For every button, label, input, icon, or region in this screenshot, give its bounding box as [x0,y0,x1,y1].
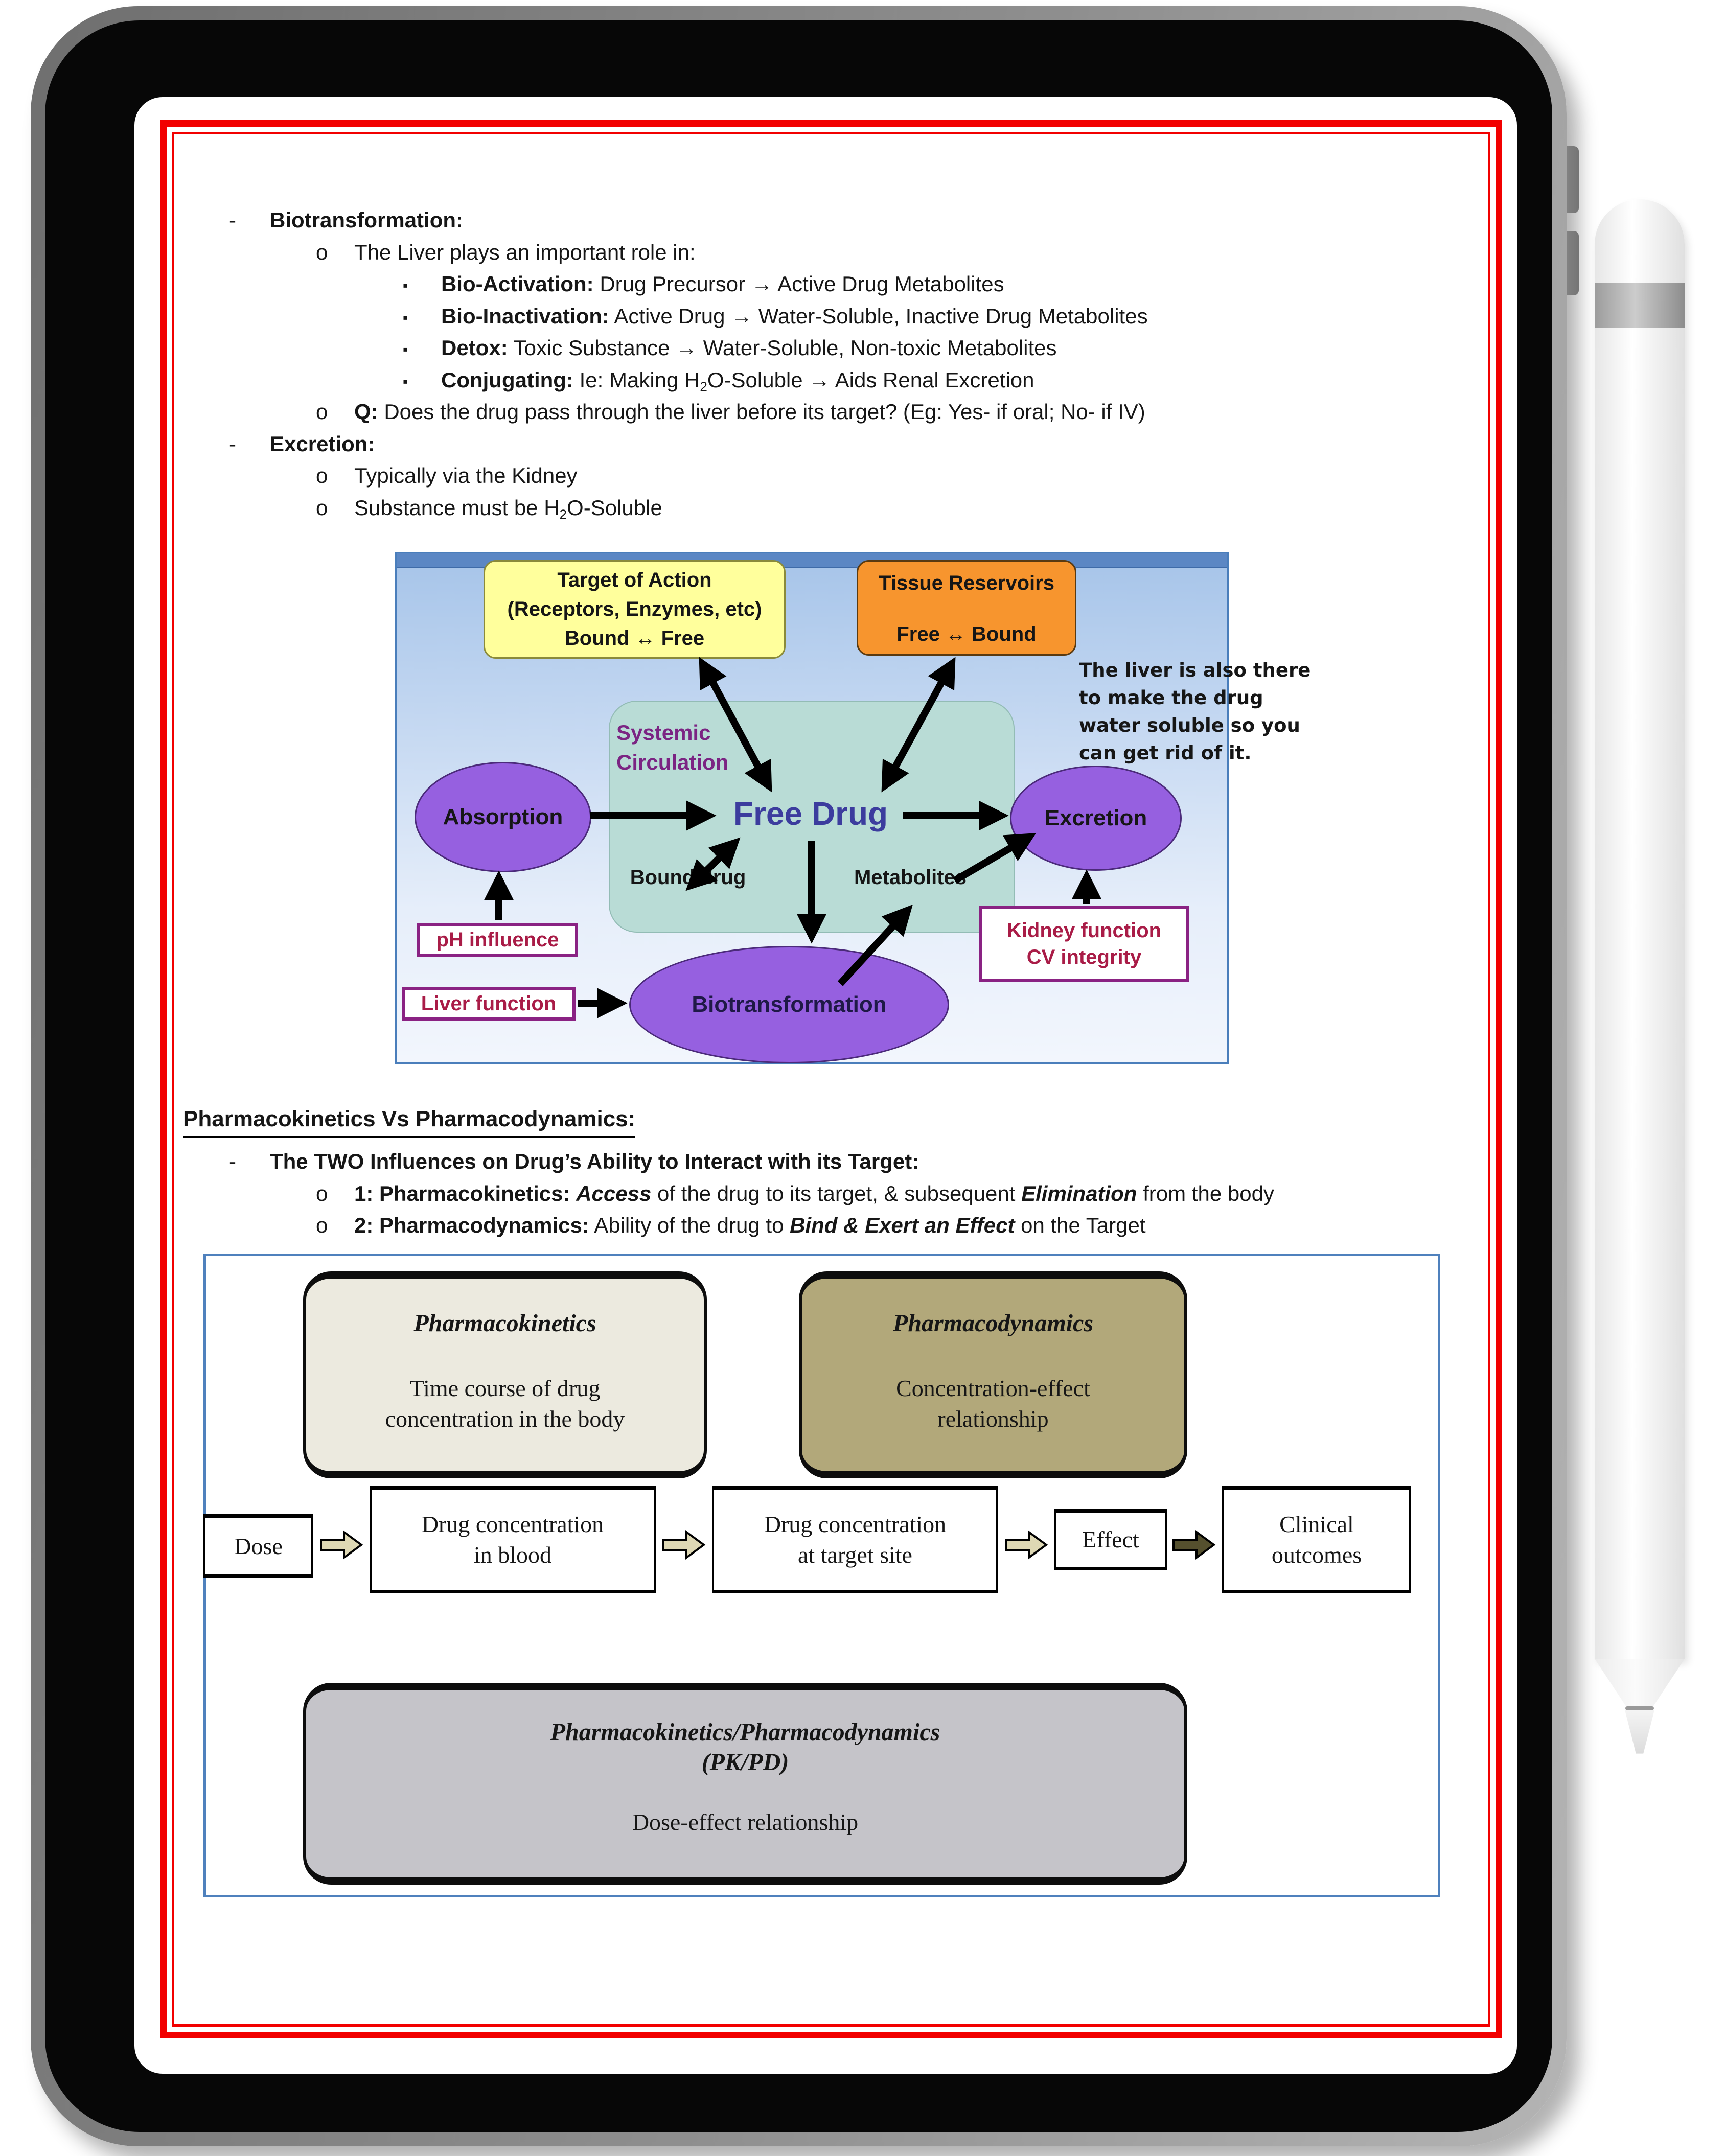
ph-influence-box: pH influence [417,923,578,957]
target-of-action-box [484,560,786,659]
annotation-line: to make the drug [1079,687,1263,709]
pharmacokinetics-box [303,1271,707,1478]
bullet-circle: o [316,1213,328,1237]
tablet-screen [134,97,1517,2074]
annotation-line: can get rid of it. [1079,742,1252,764]
pencil-ring [1625,1706,1654,1710]
detox-label: Detox: [441,336,508,360]
notes-list [229,204,1486,524]
drug-concentration-blood-box [370,1486,656,1593]
flow-arrow-icon [319,1529,363,1560]
target-box-line: Bound ↔ Free [564,627,705,650]
kidney-text: Typically via the Kidney [354,463,578,488]
absorption-label: Absorption [443,804,563,829]
pharmacokinetics-body [306,1373,704,1434]
systemic-circulation-label [616,718,728,777]
bullet-square: ▪ [403,277,408,293]
pencil-tip [1621,1710,1658,1757]
drug-disposition-diagram [395,552,1311,1064]
clinical-box-line: Clinical [1279,1511,1354,1537]
bioactivation-text: Drug Precursor → Active Drug Metabolites [593,272,1004,296]
bullet-square: ▪ [403,373,408,389]
influences-text: The TWO Influences on Drug’s Ability to Interact with its Target: [270,1149,919,1173]
target-box-line: Target of Action [557,569,712,591]
bullet-circle: o [316,400,328,424]
list-item [229,300,1486,333]
pd-text: Ability of the drug to [589,1213,790,1237]
absorption-ellipse [415,762,591,872]
list-item [229,204,1486,237]
pd-body-line: relationship [937,1406,1049,1432]
conjugating-label: Conjugating: [441,367,573,392]
biotransformation-heading: Biotransformation: [270,208,463,232]
pkpd-flow-diagram [203,1254,1440,1897]
liver-annotation [1079,657,1311,767]
pkpd-body: Dose-effect relationship [632,1809,859,1835]
bullet-circle: o [316,240,328,264]
dose-label: Dose [234,1533,283,1559]
annotation-line: water soluble so you [1079,714,1300,736]
conjugating-text-end: O-Soluble → Aids Renal Excretion [707,367,1034,392]
bullet-dash: - [229,208,236,232]
biotransformation-label: Biotransformation [692,992,887,1017]
pencil-band [1595,283,1685,328]
list-item [229,237,1486,269]
flow-arrow-icon [662,1529,706,1560]
pencil-cone [1595,1659,1685,1708]
conjugating-text: Ie: Making H [573,367,700,392]
liver-function-box: Liver function [402,987,576,1021]
pd-bind-exert: Bind & Exert an Effect [790,1213,1015,1237]
effect-label: Effect [1082,1526,1139,1552]
pkpd-subtitle: (PK/PD) [701,1749,789,1776]
annotation-line: The liver is also there [1079,659,1311,681]
pk-text-end: from the body [1137,1181,1274,1205]
excretion-heading: Excretion: [270,431,375,456]
flow-arrow-icon [1004,1529,1048,1560]
metabolites-label: Metabolites [854,866,967,889]
pk-text: of the drug to its target, & subsequent [651,1181,1022,1205]
tissue-box-line: Free ↔ Bound [896,623,1037,645]
list-item [229,268,1486,300]
target-box-line: at target site [798,1542,912,1568]
bullet-dash: - [229,431,236,456]
pk-body-line: concentration in the body [385,1406,625,1432]
bullet-circle: o [316,1181,328,1205]
bullet-circle: o [316,463,328,488]
soluble-text-end: O-Soluble [567,495,662,520]
clinical-outcomes-box [1222,1486,1411,1593]
pk-body-line: Time course of drug [409,1375,601,1401]
pkpd-title: Pharmacokinetics/Pharmacodynamics [550,1719,940,1746]
biotransformation-ellipse [629,946,949,1063]
list-item [183,1145,1486,1177]
question-text: Does the drug pass through the liver before its target? (Eg: Yes- if oral; No- if IV) [378,400,1145,424]
pk-access: Access [576,1181,652,1205]
tablet-bezel [45,20,1552,2132]
tissue-reservoirs-box [857,560,1076,656]
liver-role-text: The Liver plays an important role in: [354,240,696,264]
effect-box [1054,1509,1167,1570]
list-item [229,364,1486,397]
systemic-line: Circulation [616,750,729,774]
list-item [229,492,1486,524]
detox-text: Toxic Substance → Water-Soluble, Non-toxic Metabolites [508,336,1057,360]
list-item [229,428,1486,460]
pharmacodynamics-body [802,1373,1184,1434]
bullet-square: ▪ [403,341,408,357]
kidney-box-line: CV integrity [1026,946,1142,968]
pharmacodynamics-box [799,1271,1187,1478]
bullet-square: ▪ [403,309,408,326]
list-item [229,460,1486,492]
free-drug-label: Free Drug [733,795,888,832]
pk-label: 1: Pharmacokinetics: [354,1181,577,1205]
pd-label: 2: Pharmacodynamics: [354,1213,589,1237]
pd-body-line: Concentration-effect [896,1375,1090,1401]
pk-vs-pd-section [183,1103,1486,1241]
kidney-function-box [979,906,1189,982]
systemic-line: Systemic [616,721,711,745]
tissue-box-line: Tissue Reservoirs [879,572,1054,594]
section-title: Pharmacokinetics Vs Pharmacodynamics: [183,1103,635,1138]
bullet-dash: - [229,1149,236,1173]
list-item [229,332,1486,364]
bullet-circle: o [316,495,328,520]
list-item [183,1177,1486,1210]
excretion-ellipse [1010,766,1182,871]
tablet-frame [31,6,1567,2146]
flow-arrow-dark-icon [1172,1529,1216,1560]
h2o-subscript: 2 [700,378,707,394]
list-item [229,396,1486,428]
target-box-line: Drug concentration [764,1511,947,1537]
blood-box-line: in blood [473,1542,552,1568]
soluble-text: Substance must be H [354,495,560,520]
pencil-body [1595,199,1685,1659]
question-label: Q: [354,400,378,424]
bioinactivation-label: Bio-Inactivation: [441,304,610,328]
bioinactivation-text: Active Drug → Water-Soluble, Inactive Drug Metabolites [609,304,1148,328]
pk-elimination: Elimination [1021,1181,1137,1205]
bioactivation-label: Bio-Activation: [441,272,594,296]
clinical-box-line: outcomes [1271,1542,1362,1568]
pd-text-end: on the Target [1015,1213,1146,1237]
pharmacokinetics-title: Pharmacokinetics [413,1310,596,1337]
bound-drug-label: Bound drug [630,866,746,889]
blood-box-line: Drug concentration [421,1511,604,1537]
target-box-line: (Receptors, Enzymes, etc) [507,598,762,620]
dose-box [203,1514,313,1578]
drug-concentration-target-box [712,1486,998,1593]
pkpd-combined-box [303,1683,1187,1885]
excretion-label: Excretion [1044,805,1147,830]
kidney-box-line: Kidney function [1006,919,1162,942]
list-item [183,1209,1486,1241]
h2o-subscript: 2 [559,506,567,522]
pharmacodynamics-title: Pharmacodynamics [893,1310,1093,1337]
